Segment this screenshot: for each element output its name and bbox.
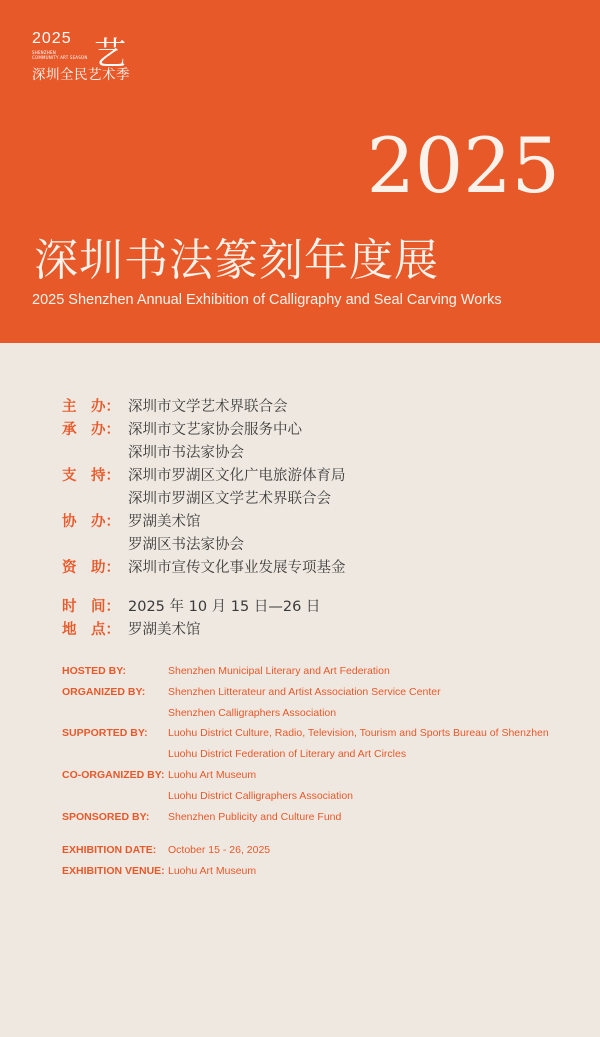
credit-value: 深圳市书法家协会: [128, 445, 244, 461]
credit-value: 2025 年 10 月 15 日—26 日: [128, 599, 321, 615]
credit-label: 承 办：: [62, 422, 120, 438]
credit-value: Luohu Art Museum: [168, 768, 257, 781]
credit-value: 罗湖美术馆: [128, 514, 201, 530]
credit-value: Shenzhen Municipal Literary and Art Federation: [168, 665, 390, 677]
credit-label: 时 间：: [62, 599, 120, 615]
credit-value: 深圳市文艺家协会服务中心: [128, 422, 302, 438]
credit-label: 主 办：: [62, 399, 120, 415]
credit-label: SUPPORTED BY:: [62, 727, 148, 740]
credit-value: Luohu District Federation of Literary and Art Circles: [168, 748, 407, 761]
credit-value: Luohu District Calligraphers Association: [168, 789, 354, 802]
credit-label: ORGANIZED BY:: [62, 685, 146, 698]
credit-label: HOSTED BY:: [62, 665, 126, 677]
credit-value: 深圳市罗湖区文化广电旅游体育局: [128, 468, 346, 484]
credit-label: CO-ORGANIZED BY:: [62, 768, 165, 781]
credit-value: 深圳市罗湖区文学艺术界联合会: [128, 491, 331, 507]
logo-art-mark: 艺: [94, 34, 127, 72]
logo-year: 2025: [32, 30, 72, 47]
credit-label: 资 助：: [62, 560, 120, 576]
credit-value: 深圳市宣传文化事业发展专项基金: [128, 560, 346, 576]
credit-value: Luohu Art Museum: [168, 865, 257, 878]
credit-label: 地 点：: [62, 622, 120, 638]
logo-subtitle-line1: SHENZHEN: [32, 50, 56, 55]
credit-value: Shenzhen Calligraphers Association: [168, 706, 337, 719]
credit-value: Shenzhen Litterateur and Artist Association Service Center: [168, 685, 441, 698]
credit-label: 支 持：: [62, 468, 120, 484]
credit-value: 罗湖区书法家协会: [128, 537, 244, 553]
exhibition-year: 2025: [366, 121, 560, 210]
logo-name: 深圳全民艺术季: [32, 67, 130, 83]
credit-label: SPONSORED BY:: [62, 810, 150, 823]
credit-value: 罗湖美术馆: [128, 622, 201, 638]
exhibition-title-cn: 深圳书法篆刻年度展: [34, 235, 439, 286]
credit-label: EXHIBITION VENUE:: [62, 865, 165, 878]
credit-value: 深圳市文学艺术界联合会: [128, 399, 288, 415]
credit-value: Shenzhen Publicity and Culture Fund: [168, 810, 342, 823]
credit-label: 协 办：: [62, 514, 120, 530]
exhibition-title-en: 2025 Shenzhen Annual Exhibition of Calligraphy and Seal Carving Works: [32, 292, 502, 308]
credit-value: Luohu District Culture, Radio, Television, Tourism and Sports Bureau of Shenzhen: [168, 727, 549, 740]
credit-label: EXHIBITION DATE:: [62, 844, 157, 857]
header-banner: [0, 0, 600, 343]
credit-value: October 15 - 26, 2025: [168, 844, 271, 857]
logo-subtitle-line2: COMMUNITY ART SEASON: [32, 55, 88, 60]
